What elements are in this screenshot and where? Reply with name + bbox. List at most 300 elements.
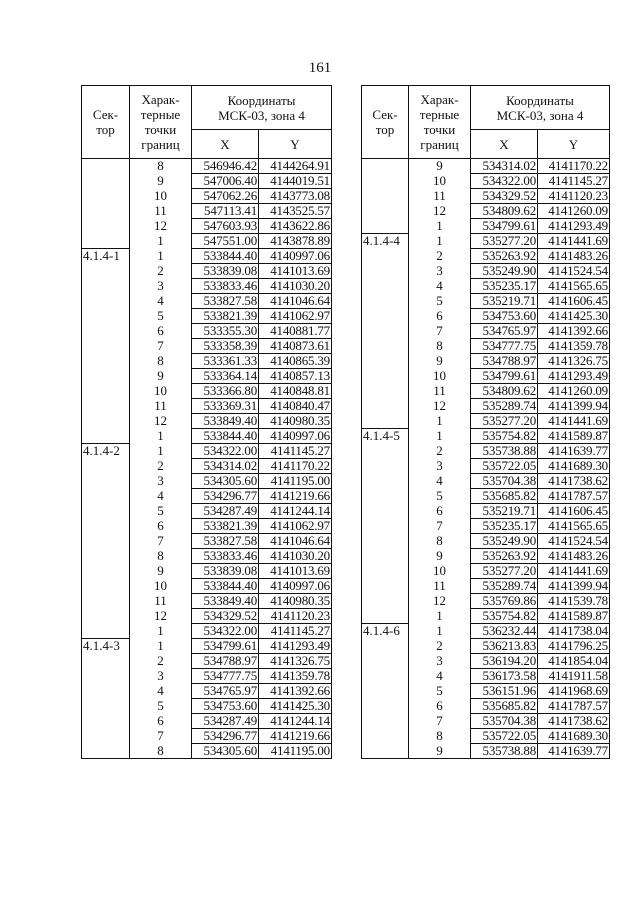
point-cell: 12 [409, 399, 471, 414]
x-cell: 535738.88 [471, 744, 538, 759]
table-row [362, 159, 610, 174]
point-cell: 3 [130, 474, 192, 489]
y-cell: 4141392.66 [259, 684, 332, 699]
header-coordinates: Координаты МСК-03, зона 4 [192, 86, 332, 130]
y-cell: 4141046.64 [259, 294, 332, 309]
x-cell: 536232.44 [471, 624, 538, 639]
x-cell: 535722.05 [471, 459, 538, 474]
x-cell: 535722.05 [471, 729, 538, 744]
y-cell: 4141170.22 [259, 459, 332, 474]
table-row [82, 534, 332, 549]
sector-cell [362, 174, 409, 189]
table-row [362, 429, 610, 444]
x-cell: 535289.74 [471, 399, 538, 414]
header-points: Харак- терные точки границ [130, 86, 192, 159]
point-cell: 2 [409, 249, 471, 264]
sector-cell [82, 174, 130, 189]
y-cell: 4140840.47 [259, 399, 332, 414]
table-body-left [82, 159, 332, 759]
sector-cell [82, 699, 130, 714]
y-cell: 4141425.30 [259, 699, 332, 714]
y-cell: 4141046.64 [259, 534, 332, 549]
x-cell: 536194.20 [471, 654, 538, 669]
x-cell: 535219.71 [471, 504, 538, 519]
point-cell: 11 [130, 204, 192, 219]
y-cell: 4140980.35 [259, 414, 332, 429]
y-cell: 4141606.45 [538, 294, 610, 309]
point-cell: 1 [409, 429, 471, 444]
y-cell: 4141219.66 [259, 489, 332, 504]
sector-cell: 4.1.4-6 [362, 624, 409, 639]
y-cell: 4141293.49 [538, 369, 610, 384]
table-row [82, 174, 332, 189]
y-cell: 4140873.61 [259, 339, 332, 354]
sector-cell [362, 204, 409, 219]
table-row [362, 399, 610, 414]
y-cell: 4141399.94 [538, 399, 610, 414]
x-cell: 535754.82 [471, 609, 538, 624]
x-cell: 547062.26 [192, 189, 259, 204]
point-cell: 4 [130, 489, 192, 504]
point-cell: 1 [409, 414, 471, 429]
y-cell: 4141293.49 [538, 219, 610, 234]
point-cell: 11 [130, 594, 192, 609]
table-row [362, 414, 610, 429]
sector-cell [362, 489, 409, 504]
sector-cell [82, 579, 130, 594]
x-cell: 533827.58 [192, 294, 259, 309]
y-cell: 4141244.14 [259, 714, 332, 729]
table-row [82, 744, 332, 759]
table-row [82, 219, 332, 234]
coordinates-table-right [361, 85, 610, 759]
sector-cell [82, 729, 130, 744]
sector-cell [362, 264, 409, 279]
point-cell: 10 [130, 189, 192, 204]
x-cell: 533366.80 [192, 384, 259, 399]
table-row [82, 399, 332, 414]
point-cell: 1 [130, 624, 192, 639]
sector-cell [82, 354, 130, 369]
y-cell: 4140857.13 [259, 369, 332, 384]
point-cell: 6 [409, 504, 471, 519]
table-row [362, 444, 610, 459]
x-cell: 536213.83 [471, 639, 538, 654]
sector-cell [82, 264, 130, 279]
y-cell: 4141145.27 [538, 174, 610, 189]
table-row [82, 279, 332, 294]
y-cell: 4141441.69 [538, 564, 610, 579]
table-row [82, 594, 332, 609]
table-row [362, 624, 610, 639]
sector-cell [362, 699, 409, 714]
y-cell: 4141689.30 [538, 729, 610, 744]
point-cell: 1 [130, 444, 192, 459]
x-cell: 535249.90 [471, 264, 538, 279]
x-cell: 534799.61 [471, 369, 538, 384]
point-cell: 4 [409, 669, 471, 684]
point-cell: 7 [409, 714, 471, 729]
point-cell: 5 [409, 684, 471, 699]
x-cell: 534314.02 [471, 159, 538, 174]
x-cell: 533821.39 [192, 519, 259, 534]
point-cell: 12 [130, 609, 192, 624]
point-cell: 4 [130, 684, 192, 699]
y-cell: 4140997.06 [259, 249, 332, 264]
header-points: Харак- терные точки границ [409, 86, 471, 159]
x-cell: 535263.92 [471, 549, 538, 564]
sector-cell [82, 309, 130, 324]
y-cell: 4143525.57 [259, 204, 332, 219]
y-cell: 4141359.78 [538, 339, 610, 354]
header-x: X [471, 130, 538, 159]
x-cell: 534809.62 [471, 204, 538, 219]
y-cell: 4144264.91 [259, 159, 332, 174]
table-row [82, 159, 332, 174]
sector-cell [82, 294, 130, 309]
y-cell: 4141565.65 [538, 519, 610, 534]
point-cell: 6 [409, 699, 471, 714]
point-cell: 7 [130, 729, 192, 744]
x-cell: 533827.58 [192, 534, 259, 549]
y-cell: 4141639.77 [538, 744, 610, 759]
sector-cell [362, 564, 409, 579]
y-cell: 4141689.30 [538, 459, 610, 474]
point-cell: 5 [409, 294, 471, 309]
x-cell: 534329.52 [192, 609, 259, 624]
table-row [362, 279, 610, 294]
point-cell: 2 [130, 264, 192, 279]
sector-cell: 4.1.4-1 [82, 249, 130, 264]
x-cell: 535219.71 [471, 294, 538, 309]
point-cell: 8 [130, 159, 192, 174]
y-cell: 4141326.75 [259, 654, 332, 669]
table-row [82, 624, 332, 639]
sector-cell [362, 384, 409, 399]
x-cell: 533833.46 [192, 279, 259, 294]
sector-cell [362, 339, 409, 354]
table-row [362, 549, 610, 564]
x-cell: 534765.97 [471, 324, 538, 339]
table-row [362, 669, 610, 684]
point-cell: 10 [409, 564, 471, 579]
sector-cell [362, 294, 409, 309]
x-cell: 547006.40 [192, 174, 259, 189]
table-row [82, 204, 332, 219]
x-cell: 535685.82 [471, 489, 538, 504]
point-cell: 8 [130, 744, 192, 759]
point-cell: 11 [409, 384, 471, 399]
point-cell: 12 [409, 594, 471, 609]
x-cell: 534305.60 [192, 744, 259, 759]
y-cell: 4141013.69 [259, 564, 332, 579]
y-cell: 4141244.14 [259, 504, 332, 519]
table-row [82, 354, 332, 369]
sector-cell: 4.1.4-3 [82, 639, 130, 654]
x-cell: 533361.33 [192, 354, 259, 369]
sector-cell [82, 684, 130, 699]
table-row [82, 579, 332, 594]
sector-cell [82, 429, 130, 444]
y-cell: 4141539.78 [538, 594, 610, 609]
sector-cell [82, 204, 130, 219]
x-cell: 534322.00 [192, 624, 259, 639]
sector-cell [82, 369, 130, 384]
sector-cell [82, 714, 130, 729]
table-row [82, 324, 332, 339]
table-row [82, 429, 332, 444]
x-cell: 535704.38 [471, 474, 538, 489]
y-cell: 4141062.97 [259, 309, 332, 324]
header-sector: Сек- тор [82, 86, 130, 159]
table-row [362, 474, 610, 489]
x-cell: 534296.77 [192, 729, 259, 744]
y-cell: 4141483.26 [538, 549, 610, 564]
table-row [82, 684, 332, 699]
table-row [82, 489, 332, 504]
x-cell: 547603.93 [192, 219, 259, 234]
sector-cell [82, 624, 130, 639]
x-cell: 535277.20 [471, 234, 538, 249]
point-cell: 8 [409, 534, 471, 549]
x-cell: 535738.88 [471, 444, 538, 459]
x-cell: 535289.74 [471, 579, 538, 594]
x-cell: 534314.02 [192, 459, 259, 474]
sector-cell [82, 519, 130, 534]
point-cell: 5 [130, 309, 192, 324]
table-row [362, 459, 610, 474]
table-row [82, 699, 332, 714]
y-cell: 4144019.51 [259, 174, 332, 189]
point-cell: 1 [130, 639, 192, 654]
x-cell: 533849.40 [192, 414, 259, 429]
point-cell: 7 [130, 339, 192, 354]
sector-cell [82, 594, 130, 609]
y-cell: 4141030.20 [259, 549, 332, 564]
y-cell: 4143622.86 [259, 219, 332, 234]
sector-cell [82, 384, 130, 399]
point-cell: 1 [409, 219, 471, 234]
x-cell: 534329.52 [471, 189, 538, 204]
table-row [82, 309, 332, 324]
point-cell: 1 [130, 429, 192, 444]
point-cell: 9 [130, 369, 192, 384]
header-coordinates: Координаты МСК-03, зона 4 [471, 86, 610, 130]
y-cell: 4141441.69 [538, 414, 610, 429]
sector-cell [362, 444, 409, 459]
table-row [362, 504, 610, 519]
sector-cell [82, 324, 130, 339]
x-cell: 533833.46 [192, 549, 259, 564]
x-cell: 533839.08 [192, 564, 259, 579]
x-cell: 536173.58 [471, 669, 538, 684]
sector-cell [82, 159, 130, 174]
y-cell: 4141787.57 [538, 699, 610, 714]
sector-cell [362, 279, 409, 294]
sector-cell [362, 159, 409, 174]
table-row [362, 234, 610, 249]
table-row [362, 294, 610, 309]
sector-cell [82, 234, 130, 249]
point-cell: 7 [409, 324, 471, 339]
point-cell: 4 [409, 474, 471, 489]
y-cell: 4141219.66 [259, 729, 332, 744]
point-cell: 6 [130, 324, 192, 339]
y-cell: 4141524.54 [538, 264, 610, 279]
sector-cell [82, 669, 130, 684]
y-cell: 4141639.77 [538, 444, 610, 459]
page-number: 161 [308, 60, 332, 76]
y-cell: 4141145.27 [259, 444, 332, 459]
coordinates-table-left [81, 85, 332, 759]
table-row [362, 684, 610, 699]
table-row [362, 639, 610, 654]
table-row [82, 474, 332, 489]
y-cell: 4141738.04 [538, 624, 610, 639]
y-cell: 4141145.27 [259, 624, 332, 639]
x-cell: 533849.40 [192, 594, 259, 609]
table-row [82, 264, 332, 279]
x-cell: 535704.38 [471, 714, 538, 729]
x-cell: 534777.75 [471, 339, 538, 354]
point-cell: 10 [130, 384, 192, 399]
table-row [82, 369, 332, 384]
y-cell: 4141589.87 [538, 429, 610, 444]
point-cell: 12 [409, 204, 471, 219]
sector-cell [362, 654, 409, 669]
y-cell: 4140881.77 [259, 324, 332, 339]
x-cell: 533355.30 [192, 324, 259, 339]
sector-cell: 4.1.4-5 [362, 429, 409, 444]
y-cell: 4141120.23 [259, 609, 332, 624]
sector-cell [82, 414, 130, 429]
sector-cell [82, 474, 130, 489]
table-row [362, 264, 610, 279]
point-cell: 9 [130, 564, 192, 579]
y-cell: 4141195.00 [259, 744, 332, 759]
header-sector: Сек- тор [362, 86, 409, 159]
x-cell: 534799.61 [192, 639, 259, 654]
point-cell: 12 [130, 414, 192, 429]
sector-cell [82, 339, 130, 354]
point-cell: 2 [130, 459, 192, 474]
sector-cell [362, 609, 409, 624]
table-row [362, 174, 610, 189]
sector-cell [362, 594, 409, 609]
table-row [362, 579, 610, 594]
sector-cell [362, 309, 409, 324]
y-cell: 4141606.45 [538, 504, 610, 519]
point-cell: 11 [409, 189, 471, 204]
y-cell: 4141293.49 [259, 639, 332, 654]
x-cell: 534305.60 [192, 474, 259, 489]
point-cell: 3 [130, 669, 192, 684]
x-cell: 534765.97 [192, 684, 259, 699]
header-y: Y [538, 130, 610, 159]
table-row [82, 414, 332, 429]
y-cell: 4141399.94 [538, 579, 610, 594]
sector-cell [82, 189, 130, 204]
x-cell: 534753.60 [192, 699, 259, 714]
x-cell: 533821.39 [192, 309, 259, 324]
point-cell: 10 [409, 174, 471, 189]
table-row [362, 309, 610, 324]
sector-cell [362, 534, 409, 549]
y-cell: 4141326.75 [538, 354, 610, 369]
table-row [362, 609, 610, 624]
table-row [82, 459, 332, 474]
x-cell: 533369.31 [192, 399, 259, 414]
y-cell: 4143773.08 [259, 189, 332, 204]
y-cell: 4140997.06 [259, 579, 332, 594]
table-row [362, 384, 610, 399]
point-cell: 6 [409, 309, 471, 324]
table-row [82, 564, 332, 579]
sector-cell: 4.1.4-4 [362, 234, 409, 249]
point-cell: 1 [409, 624, 471, 639]
y-cell: 4141392.66 [538, 324, 610, 339]
table-row [82, 609, 332, 624]
y-cell: 4141260.09 [538, 204, 610, 219]
table-row [82, 294, 332, 309]
sector-cell [82, 459, 130, 474]
sector-cell [362, 189, 409, 204]
x-cell: 534777.75 [192, 669, 259, 684]
sector-cell [362, 549, 409, 564]
x-cell: 533844.40 [192, 579, 259, 594]
sector-cell [82, 654, 130, 669]
sector-cell [362, 219, 409, 234]
y-cell: 4140997.06 [259, 429, 332, 444]
x-cell: 533364.14 [192, 369, 259, 384]
x-cell: 534287.49 [192, 714, 259, 729]
sector-cell [362, 729, 409, 744]
y-cell: 4141589.87 [538, 609, 610, 624]
table-row [82, 234, 332, 249]
y-cell: 4140848.81 [259, 384, 332, 399]
sector-cell [362, 714, 409, 729]
x-cell: 534296.77 [192, 489, 259, 504]
point-cell: 8 [130, 354, 192, 369]
x-cell: 535277.20 [471, 564, 538, 579]
sector-cell [362, 399, 409, 414]
sector-cell [362, 744, 409, 759]
sector-cell [82, 279, 130, 294]
point-cell: 9 [409, 354, 471, 369]
x-cell: 534788.97 [192, 654, 259, 669]
y-cell: 4141170.22 [538, 159, 610, 174]
header-y: Y [259, 130, 332, 159]
y-cell: 4141787.57 [538, 489, 610, 504]
y-cell: 4141796.25 [538, 639, 610, 654]
point-cell: 1 [409, 609, 471, 624]
y-cell: 4141738.62 [538, 474, 610, 489]
table-row [82, 249, 332, 264]
y-cell: 4141441.69 [538, 234, 610, 249]
point-cell: 4 [130, 294, 192, 309]
x-cell: 534799.61 [471, 219, 538, 234]
table-row [362, 339, 610, 354]
sector-cell [362, 669, 409, 684]
y-cell: 4141013.69 [259, 264, 332, 279]
x-cell: 536151.96 [471, 684, 538, 699]
x-cell: 535277.20 [471, 414, 538, 429]
x-cell: 535769.86 [471, 594, 538, 609]
table-row [82, 669, 332, 684]
table-row [82, 714, 332, 729]
x-cell: 535235.17 [471, 279, 538, 294]
table-row [362, 654, 610, 669]
